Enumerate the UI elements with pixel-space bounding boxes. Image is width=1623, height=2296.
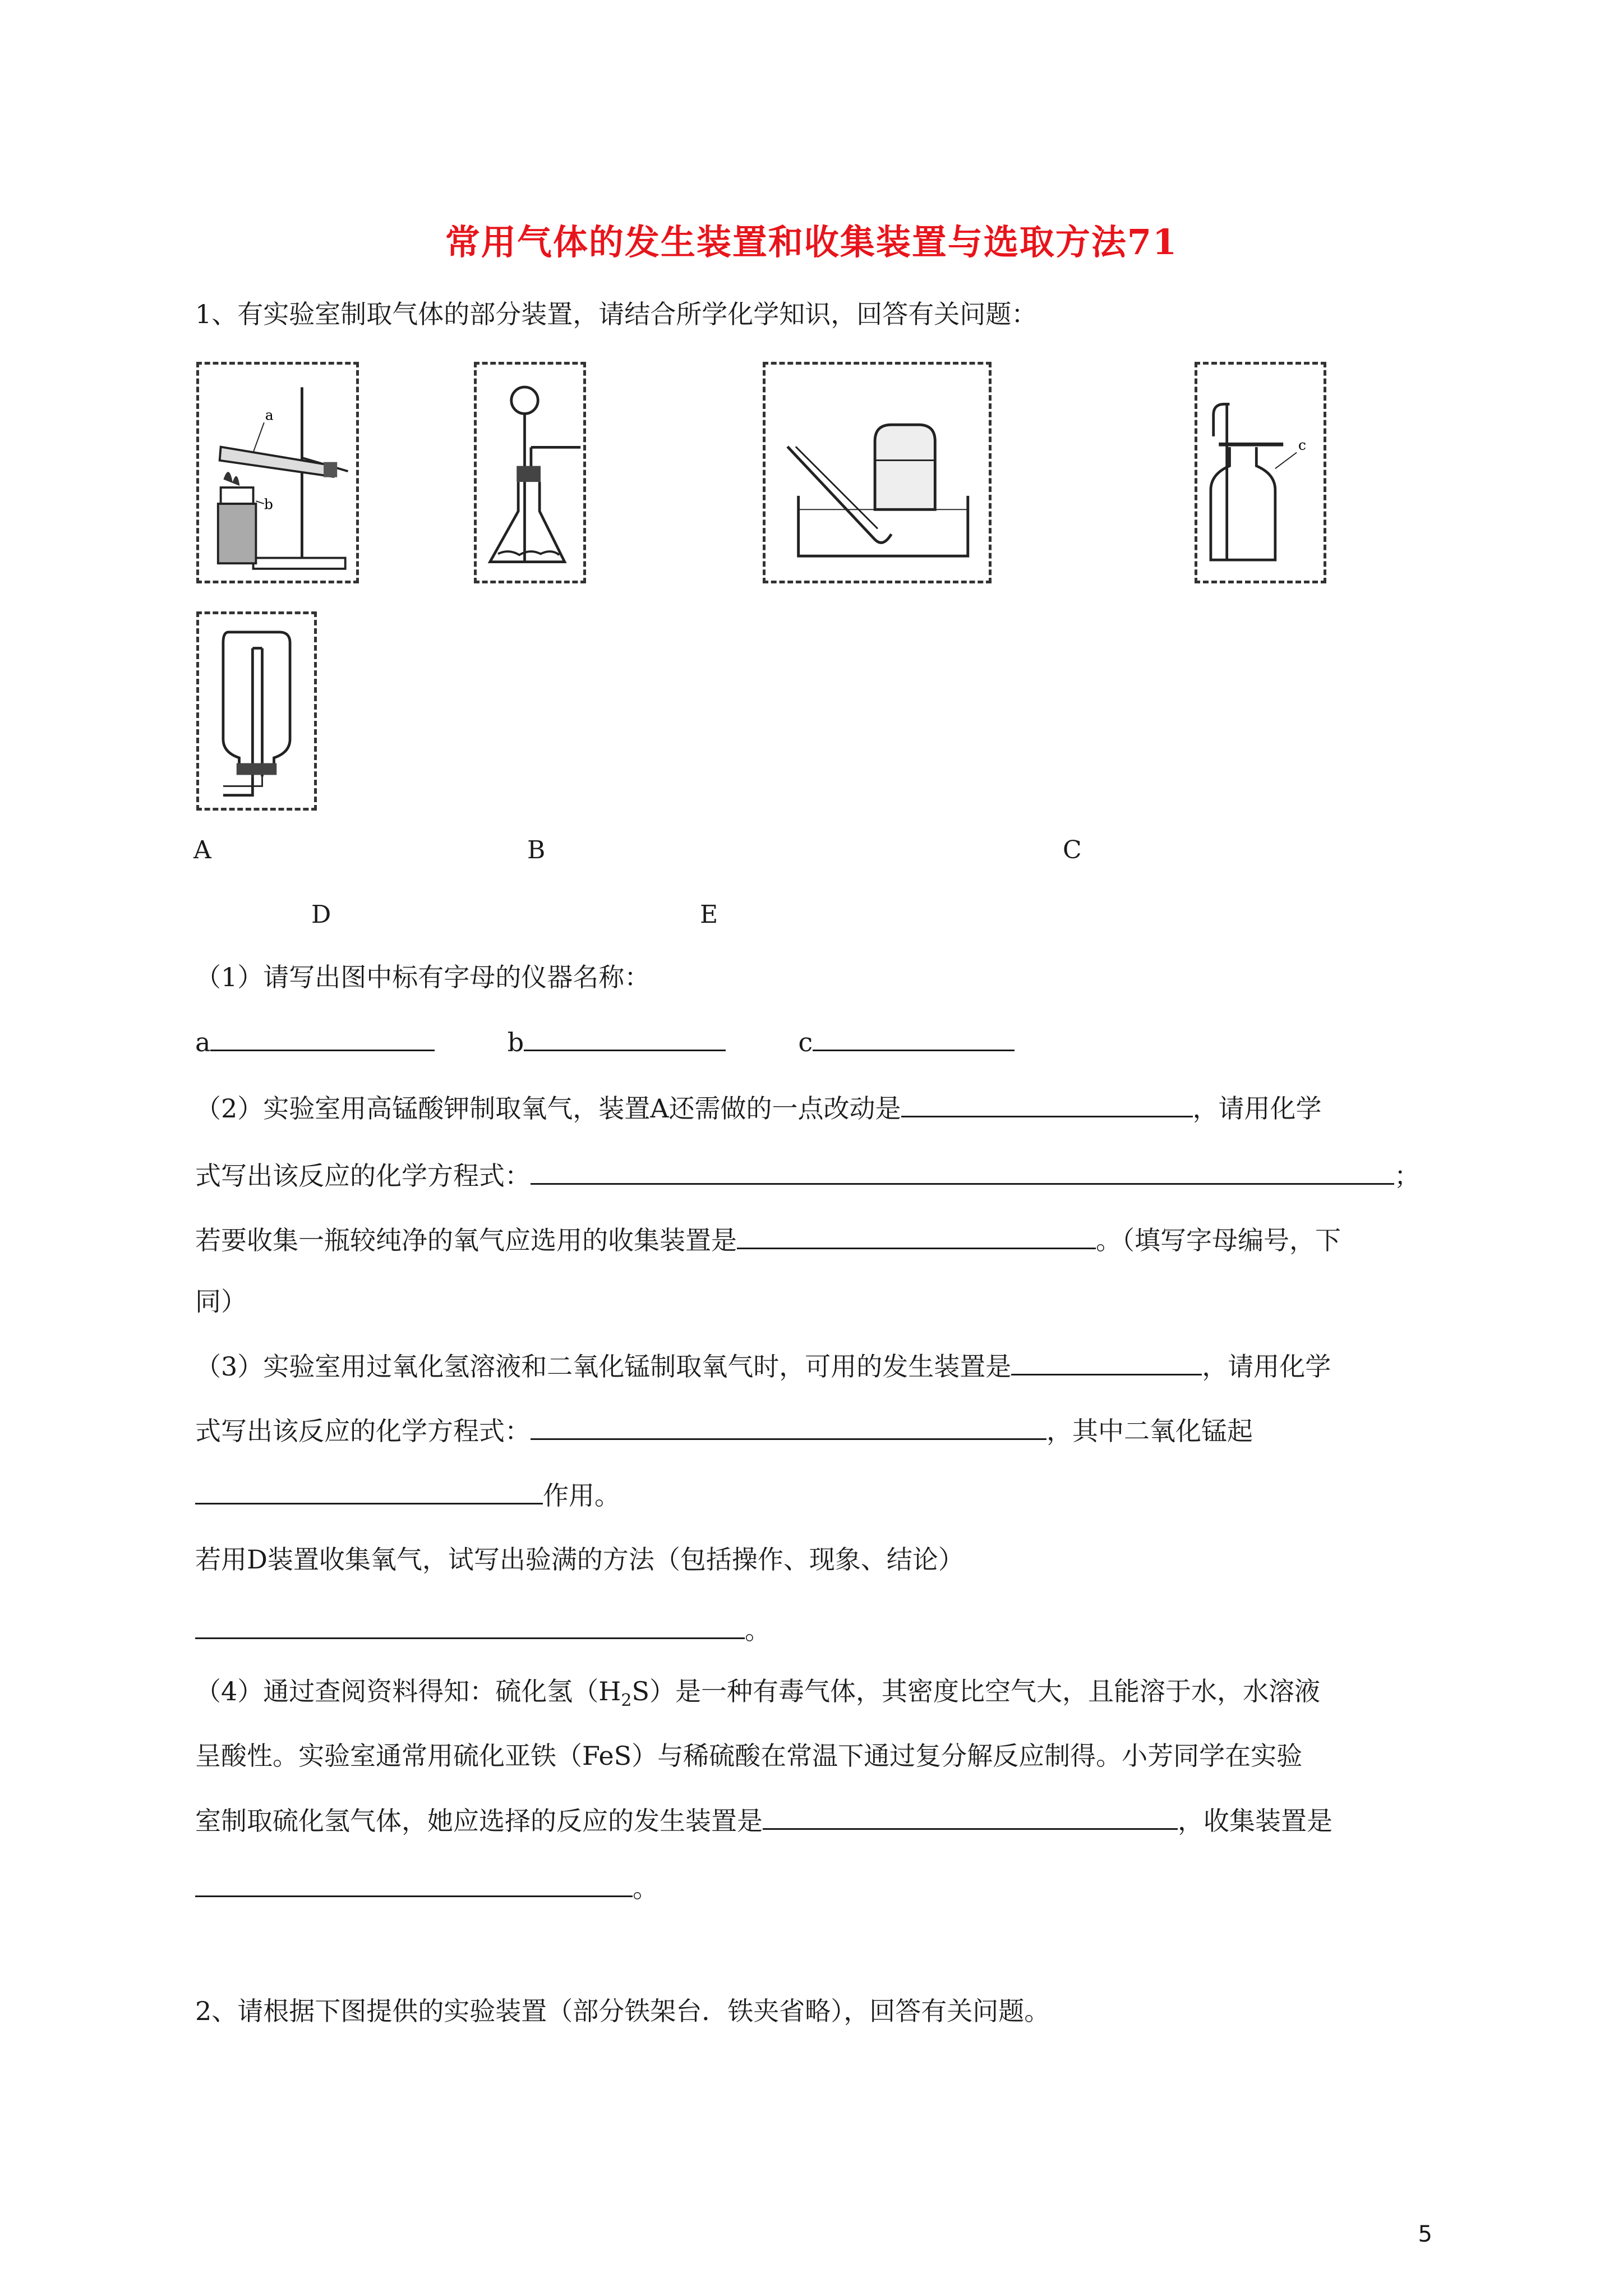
apparatus-e-figure (196, 611, 317, 811)
q1-part4-line3 (195, 1803, 1332, 1838)
answer-blank-equation-1[interactable] (531, 1158, 1394, 1185)
q1-part2-line4: 同） (195, 1286, 247, 1317)
q1-part2-text: （2）实验室用高锰酸钾制取氧气，装置A还需做的一点改动是 (195, 1093, 901, 1124)
label-c: c (1298, 436, 1306, 453)
apparatus-b-figure (474, 362, 586, 583)
answer-blank-b[interactable] (524, 1025, 726, 1051)
answer-blank-h2s-generator[interactable] (763, 1803, 1178, 1830)
q1-part2-line3 (195, 1223, 1341, 1257)
q1-part3-line4: 若用D装置收集氧气，试写出验满的方法（包括操作、现象、结论） (195, 1544, 964, 1575)
q1-part4-collect-text: ，收集装置是 (1178, 1806, 1332, 1836)
q1-part2-note: 。（填写字母编号，下 (1096, 1225, 1341, 1255)
q1-part3-equation-label: 式写出该反应的化学方程式： (195, 1416, 531, 1446)
answer-blank-modification[interactable] (901, 1091, 1193, 1117)
label-apparatus-a: A (193, 836, 211, 864)
q1-part3-line1 (195, 1349, 1331, 1383)
q1-part2-line1 (195, 1091, 1322, 1125)
q1-part2-text-cont: ，请用化学 (1192, 1093, 1322, 1124)
answer-blank-collection[interactable] (737, 1223, 1096, 1249)
answer-blank-generator[interactable] (1011, 1349, 1202, 1375)
apparatus-d-figure (1195, 362, 1326, 583)
q1-part4-line4 (195, 1871, 658, 1905)
page-title: 常用气体的发生装置和收集装置与选取方法71 (445, 222, 1178, 263)
apparatus-c-figure (763, 362, 992, 583)
q1-part3-line5 (195, 1613, 771, 1647)
q1-part4-period: 。 (633, 1873, 658, 1903)
q1-part3-line3 (195, 1478, 620, 1512)
label-a: a (265, 407, 274, 424)
q1-part4-line2: 呈酸性。实验室通常用硫化亚铁（FeS）与稀硫酸在常温下通过复分解反应制得。小芳同学在实验 (195, 1741, 1303, 1771)
q1-part4-text-a: （4）通过查阅资料得知：硫化氢（H (195, 1676, 621, 1706)
q1-part2-collect-text: 若要收集一瓶较纯净的氧气应选用的收集装置是 (195, 1225, 737, 1255)
answer-blank-a[interactable] (210, 1025, 435, 1051)
q1-intro: 1、有实验室制取气体的部分装置，请结合所学化学知识，回答有关问题： (195, 299, 1038, 329)
q1-part3-text: （3）实验室用过氧化氢溶液和二氧化锰制取氧气时，可用的发生装置是 (195, 1351, 1012, 1382)
blank-a-label: a (195, 1027, 211, 1057)
answer-blank-c[interactable] (813, 1025, 1015, 1051)
q1-part2-equation-label: 式写出该反应的化学方程式： (195, 1161, 531, 1191)
q1-part2-line2 (195, 1158, 1420, 1193)
apparatus-a-figure (196, 362, 359, 583)
q1-part4-generator-text: 室制取硫化氢气体，她应选择的反应的发生装置是 (195, 1806, 763, 1836)
q1-part3-text-cont: ，请用化学 (1202, 1351, 1331, 1382)
label-b: b (264, 496, 273, 513)
q1-part3-line2 (195, 1414, 1253, 1448)
q1-part2-semicolon: ； (1394, 1161, 1420, 1191)
page-number: 5 (1418, 2221, 1432, 2247)
q1-part4-subscript: 2 (621, 1691, 632, 1711)
q1-part1-answers (195, 1025, 1015, 1059)
q1-part1-prompt: （1）请写出图中标有字母的仪器名称： (195, 962, 651, 992)
q2-intro: 2、请根据下图提供的实验装置（部分铁架台．铁夹省略），回答有关问题。 (195, 1996, 1050, 2026)
answer-blank-equation-2[interactable] (531, 1414, 1046, 1440)
blank-b-label: b (507, 1027, 524, 1057)
answer-blank-role[interactable] (195, 1478, 543, 1504)
blank-c-label: c (798, 1027, 813, 1057)
label-apparatus-e: E (700, 900, 718, 929)
q1-part3-catalyst-text: ，其中二氧化锰起 (1046, 1416, 1253, 1446)
q1-part4-text-b: S）是一种有毒气体，其密度比空气大，且能溶于水，水溶液 (631, 1676, 1320, 1706)
label-apparatus-c: C (1063, 836, 1082, 864)
answer-blank-h2s-collection[interactable] (195, 1871, 633, 1897)
q1-part3-role-text: 作用。 (543, 1480, 620, 1511)
q1-part3-period: 。 (745, 1615, 771, 1645)
q1-part4-line1 (195, 1674, 1320, 1718)
label-apparatus-d: D (311, 900, 331, 929)
answer-blank-verify-method[interactable] (195, 1613, 745, 1639)
label-apparatus-b: B (527, 836, 546, 864)
